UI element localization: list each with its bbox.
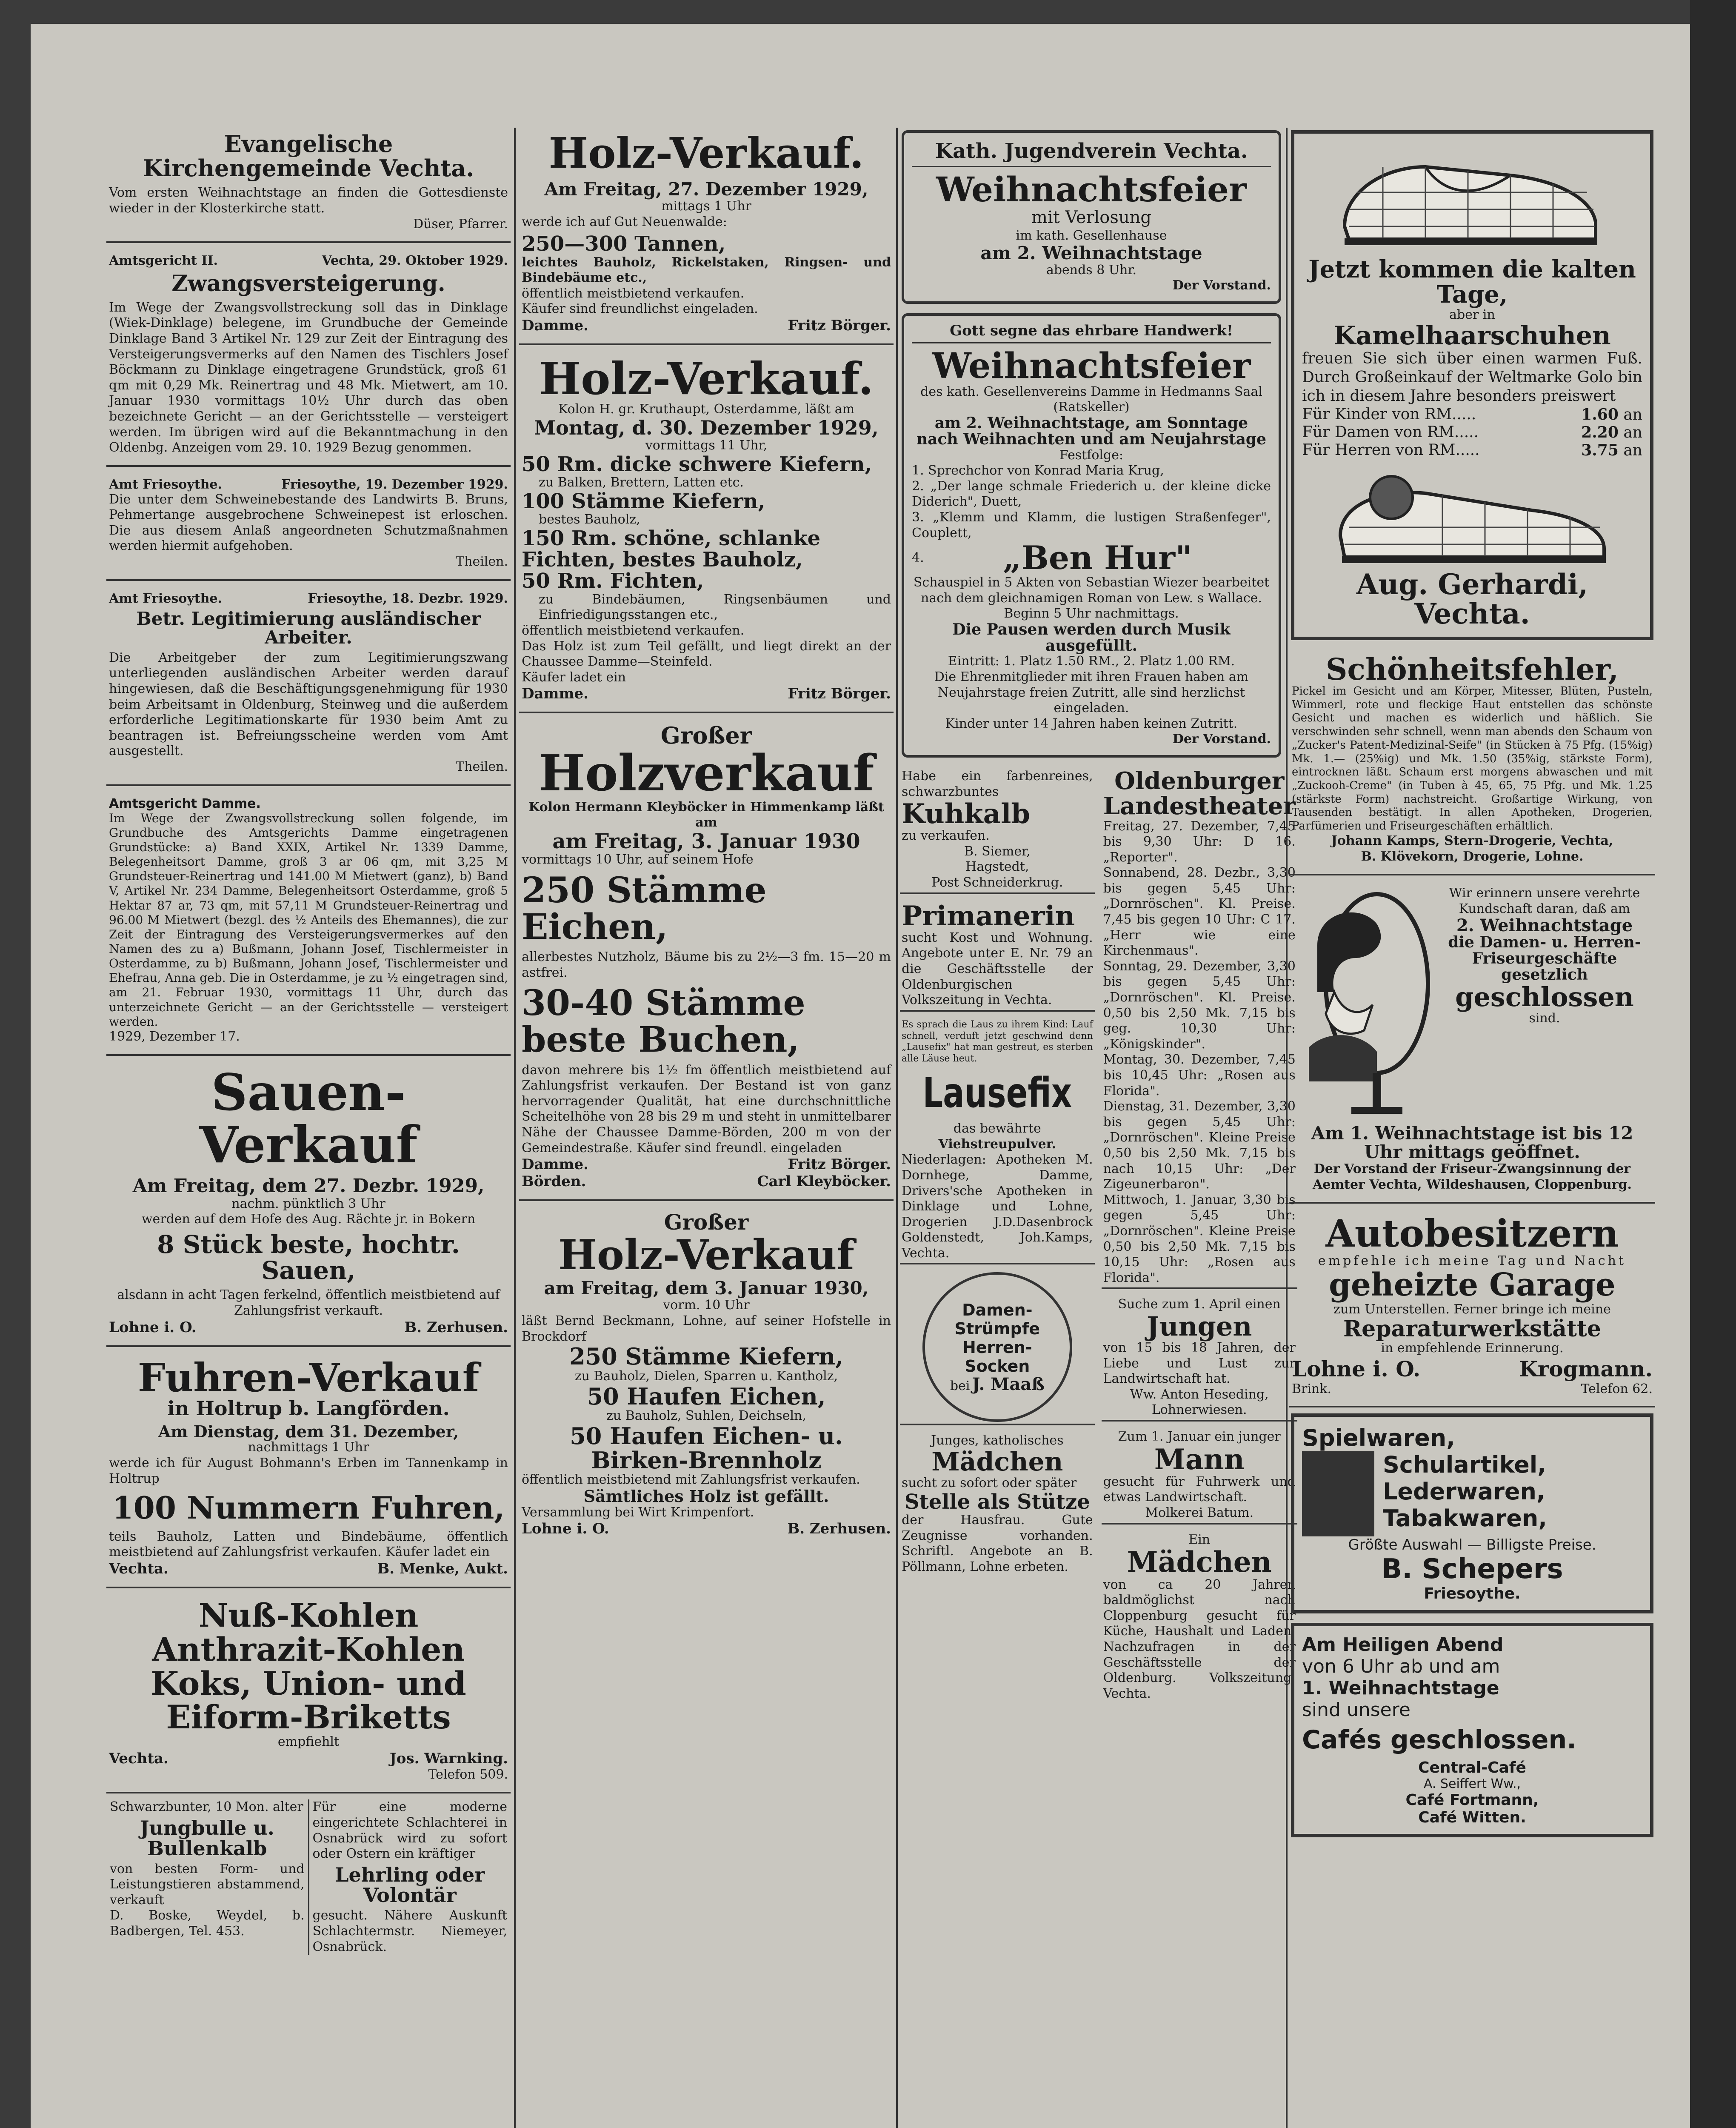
ad-sub: Größte Auswahl — Billigste Preise. [1348,1536,1596,1553]
column-1 [106,128,511,1955]
ad-name: Fritz Börger. [788,317,891,334]
ad-title: Holz-Verkauf [558,1230,854,1279]
ad-text: Kolon Hermann Kleyböcker in Himmenkamp läßt am [528,799,884,830]
ad-title: Mann [1154,1442,1245,1476]
ad-item-2: leichtes Bauholz, Rickelstaken, Ringsen- und Bindebäume etc., [522,255,891,286]
column-3 [900,128,1296,1709]
column-2 [519,128,894,1553]
small-ads-split [900,767,1296,1709]
notice-title: Betr. Legitimierung ausländischer Arbeiter. [136,608,481,648]
ad-name: Fritz Börger. [788,685,891,703]
ad-line: 1. Weihnachtstage [1302,1677,1499,1699]
ad-item: 250 Stämme Eichen, [522,870,767,948]
ad-phone: Telefon 62. [1581,1381,1653,1396]
ad-title: Jungen [1147,1310,1252,1342]
ad-pre: Ein [1188,1532,1211,1547]
ad-dealer: Johann Kamps, Stern-Drogerie, Vechta, [1331,833,1613,848]
notice-sign: Theilen. [456,759,508,774]
ad-sign: Der Vorstand. [1172,732,1271,747]
ad-text: sucht zu sofort oder später [902,1476,1077,1491]
ad-phone: Telefon 509. [428,1767,508,1782]
ad-head: Weihnachtsfeier [936,169,1247,210]
ad-text: von 15 bis 18 Jahren, der Liebe und Lust zur Landwirtschaft hat. [1103,1340,1296,1387]
ad-name: D. Boske, Weydel, b. Badbergen, Tel. 453. [110,1908,305,1939]
ad-date: am 2. Weihnachtstage [980,242,1202,263]
bulle-ad [106,1799,308,1955]
cafe-name: A. Seiffert Ww., [1423,1776,1521,1791]
ad-text-2: gesucht. Nähere Auskunft Schlachtermstr. Niemeyer, Osnabrück. [312,1908,507,1954]
kohlen-line: Anthrazit-Kohlen [152,1630,465,1668]
program-entry: Sonntag, 29. Dezember, 3,30 bis gegen 5,45 Uhr: „Dornröschen". Kl. Preise. 0,50 bis 2,50 Mk. 7,15 bis geg. 10,30 Uhr: „Königskinder". [1103,958,1296,1052]
ad-place-2: Börden. [522,1173,586,1190]
ad-line: Am Heiligen Abend [1302,1633,1504,1656]
ad-time: mittags 1 Uhr [661,198,751,214]
ad-text-3: Käufer sind freundlichst eingeladen. [522,301,758,317]
fuhren-ad [106,1353,511,1588]
ad-sign: Der Vorstand. [1172,278,1271,293]
maedchen-ad-1 [900,1431,1095,1576]
ad-place: Damme. [522,685,588,703]
ad-item-2: Reparaturwerkstätte [1343,1316,1602,1342]
ad-program-label: Festfolge: [1059,447,1124,463]
kohlen-line: Eiform-Briketts [166,1698,451,1736]
ad-title: geschlossen [1455,981,1634,1013]
ad-text-4: Versammlung bei Wirt Krimpenfort. [522,1504,754,1520]
ad-title: Lehrling oder Volontär [335,1863,485,1907]
ad-name-2: Carl Kleyböcker. [757,1173,891,1190]
price-value: 3.75 [1581,441,1619,459]
ad-pause: Die Pausen werden durch Musik ausgefüllt. [952,620,1231,655]
notice-sign: Theilen. [456,554,508,569]
ad-item: 50 Haufen Eichen, [587,1382,826,1410]
ad-sub: in Holtrup b. Langförden. [167,1397,450,1420]
ad-name: Ww. Anton Heseding, Lohnerwiesen. [1130,1387,1269,1418]
ad-name: B. Zerhusen. [787,1520,891,1538]
program-item: 3. „Klemm und Klamm, die lustigen Straßenfeger", Couplett, [912,510,1271,541]
ad-text-2: allerbestes Nutzholz, Bäume bis zu 2½—3 fm. 15—20 m astfrei. [522,950,891,980]
shoe-icon [1332,463,1613,566]
ad-title: Kamelhaarschuhen [1333,321,1611,351]
ad-text-3: Das Holz ist zum Teil gefällt, und liegt direkt an der Chaussee Damme—Steinfeld. [522,638,891,669]
program-item: 2. „Der lange schmale Friederich u. der kleine dicke Diderich", Duett, [912,478,1271,509]
ad-text-2: alsdann in acht Tagen ferkelnd, öffentlich meistbietend auf Zahlungsfrist verkauft. [117,1287,500,1319]
ad-pre: Großer [660,722,752,749]
ad-text: Pickel im Gesicht und am Körper, Mitesser, Blüten, Pusteln, Wimmerl, rote und fleckige Haut entstellen das schönste Gesicht und machen es widerlich und häßlich. Sie verschwinden sehr schnell, wenn man abends den Schaum von „Zucker's Patent-Medizinal-Seife" (in Stücken à 75 Pfg. (15%ig) Mk. 1.— (25%ig) und Mk. 1.50 (35%ig, stärkste Form), eintrocknen läßt. Schaum erst morgens abwaschen und mit „Zuckooh-Creme" (in Tuben à 45, 65, 75 Pfg. und Mk. 1.25 (stärkste Form) nachstreicht. Großartige Wirkung, von Tausenden bestätigt. In allen Apotheken, Drogerien, Parfümerien und Friseurgeschäften erhältlich. [1292,685,1653,833]
ad-title: Holz-Verkauf. [548,129,864,178]
ad-name: Aug. Gerhardi, Vechta. [1356,567,1588,631]
gesellenverein-ad [902,313,1281,758]
ad-item: 250 Stämme Kiefern, [569,1343,843,1370]
schoenheit-ad [1289,649,1655,876]
ad-item: 8 Stück beste, hochtr. Sauen, [157,1230,460,1285]
church-sign: Düser, Pfarrer. [413,216,508,232]
ad-date: Am Freitag, dem 27. Dezbr. 1929, [132,1175,485,1197]
kuhkalb-ad [900,767,1095,894]
ad-line: von 6 Uhr ab und am [1302,1655,1500,1677]
ad-price: Eintritt: 1. Platz 1.50 RM., 2. Platz 1.00 RM. [948,654,1235,669]
kohlen-line: Nuß-Kohlen [198,1596,419,1634]
ad-place: Vechta. [109,1750,168,1767]
ad-line: Damen- [962,1300,1033,1319]
ad-text: Kolon H. gr. Kruthaupt, Osterdamme, läßt am [558,402,855,417]
ad-text: werde ich auf Gut Neuenwalde: [522,214,727,229]
ad-line: Lederwaren, [1383,1478,1545,1505]
ad-text-2: öffentlich meistbietend verkaufen. [522,623,745,638]
column-rule [514,128,516,2128]
price-value: 1.60 [1581,405,1619,423]
ad-name: Krogmann. [1519,1356,1653,1381]
kohlen-line: Koks, Union- und [151,1664,466,1702]
ad-line: bei [950,1378,970,1393]
ad-text: zu verkaufen. [902,828,990,844]
ad-title: Mädchen [931,1447,1063,1477]
ad-text: Wir erinnern unsere verehrte Kundschaft daran, daß am [1449,886,1640,916]
friseur-ad [1289,881,1655,1204]
ad-text: läßt Bernd Beckmann, Lohne, auf seiner Hofstelle in Brockdorf [522,1313,891,1344]
price-label: Für Damen von RM..... [1302,423,1479,441]
ad-text: werde ich für August Bohmann's Erben im Tannenkamp in Holtrup [109,1456,508,1486]
ad-text-3: Sämtliches Holz ist gefällt. [583,1486,829,1506]
ad-name: B. Siemer, [964,844,1031,859]
ad-sign: Der Vorstand der Friseur-Zwangsinnung der Aemter Vechta, Wildeshausen, Cloppenburg. [1313,1161,1632,1192]
ad-item: 100 Nummern Fuhren, [112,1490,505,1526]
ad-line: sind unsere [1302,1699,1410,1721]
court-date: Vechta, 29. Oktober 1929. [322,253,508,269]
ad-pre: Junges, katholisches [931,1433,1064,1448]
ad-text: empfehle ich meine Tag und Nacht [1318,1253,1627,1268]
ad-name: Jos. Warnking. [389,1750,508,1767]
church-title: Evangelische Kirchengemeinde Vechta. [143,130,474,182]
ad-text-3: in empfehlende Erinnerung. [1381,1341,1564,1356]
slipper-icon [1332,141,1613,252]
ad-title: Cafés geschlossen. [1302,1725,1576,1755]
ad-text-3: Die Ehrenmitglieder mit ihren Frauen haben am Neujahrstage freien Zutritt, alle sind herzlichst eingeladen. [934,669,1249,716]
ad-text-2: Schauspiel in 5 Akten von Sebastian Wiezer bearbeitet nach dem gleichnamigen Roman von Lew. s Wallace. [913,575,1270,606]
ad-sub: das bewährte [953,1121,1041,1136]
price-suffix: an [1623,441,1642,459]
price-suffix: an [1623,406,1642,423]
ad-place: Damme. [522,1156,588,1173]
ad-place: Damme. [522,317,588,334]
ad-title: Mädchen [1127,1545,1272,1579]
ad-title: Kuhkalb [902,798,1031,830]
ad-dealer-2: B. Klövekorn, Drogerie, Lohne. [1361,849,1584,864]
ad-item: 250—300 Tannen, [522,232,726,256]
friesoythe-notice-1 [106,473,511,581]
ad-text: im kath. Gesellenhause [1016,228,1167,243]
ad-motto: Gott segne das ehrbare Handwerk! [912,323,1271,343]
ad-head-2: aber in [1449,307,1495,322]
jungen-ad [1102,1295,1297,1422]
ad-item: 50 Haufen Eichen- u. Birken-Brennholz [570,1422,843,1474]
ad-line: Spielwaren, [1302,1424,1455,1451]
price-suffix: an [1623,423,1642,441]
program-entry: Sonnabend, 28. Dezbr., 3,30 bis gegen 5,45 Uhr: „Dornröschen". Kl. Preise. 7,45 bis gegen 10 Uhr: C 17. „Herr wie eine Kirchenmaus". [1103,865,1296,958]
ad-text-2: zum Unterstellen. Ferner bringe ich meine [1333,1302,1611,1317]
ad-item: Stelle als Stütze [904,1490,1090,1514]
notice-text: Die Arbeitgeber der zum Legitimierungszwang unterliegenden ausländischen Arbeiter werden darauf hingewiesen, daß die Beschäftigungsgenehmigung für 1930 beim Arbeitsamt in Oldenburg, Steinweg und die außerdem erforderliche Legitimationskarte für 1930 beim Amt zu beantragen ist. Befreiungsscheine werden vom Amt ausgestellt. [109,650,508,759]
small-ads-row [106,1799,511,1955]
ad-item-2: 30-40 Stämme beste Buchen, [522,983,805,1061]
notice-date: 1929, Dezember 17. [109,1029,240,1044]
page-spine-shadow [1690,0,1736,2128]
column-rule [896,128,898,2128]
price-value: 2.20 [1581,423,1619,441]
left-small-ads [900,767,1098,1709]
ad-title: Holz-Verkauf. [539,352,874,405]
ad-date: am Freitag, dem 3. Januar 1930, [544,1278,869,1299]
theater-ad [1102,767,1297,1289]
ad-item-detail: zu Balken, Brettern, Latten etc. [539,475,744,490]
holz-ad-2 [519,351,894,713]
ad-text: von ca 20 Jahren baldmöglichst nach Cloppenburg gesucht für Küche, Haushalt und Laden. Nachzufragen in der Geschäftsstelle der Oldenburg. Volkszeitung, Vechta. [1103,1577,1296,1701]
ad-line: Herren- [962,1338,1032,1357]
ad-text-4: Kinder unter 14 Jahren haben keinen Zutritt. [945,716,1238,731]
lehrling-ad [309,1799,511,1955]
ad-title: Primanerin [902,900,1075,932]
ad-place: Vechta. [109,1560,168,1577]
ad-item-detail: zu Bauholz, Suhlen, Deichseln, [606,1408,806,1424]
gerhardi-ad [1291,130,1653,640]
program-entry: Dienstag, 31. Dezember, 3,30 bis gegen 5,45 Uhr: „Dornröschen". Kleine Preise 0,50 bis 2,50 Mk. 7,15 bis nach 10,15 Uhr: „Der Zigeunerbaron". [1103,1099,1296,1192]
ad-date: am Freitag, 3. Januar 1930 [552,829,860,853]
notice-text: Im Wege der Zwangsvollstreckung soll das in Dinklage (Wiek-Dinklage) belegene, im Grundbuche der Gemeinde Dinklage Band 3 Artikel Nr. 129 zur Zeit der Eintragung des Versteigerungsvermerks auf den Namen des Tischlers Josef Böckmann zu Dinklage eingetragene Grundstück, groß 61 qm mit 0,29 Mk. Reinertrag und 48 Mk. Mietwert, am 10. Januar 1930 vormittags 10½ Uhr durch das oben bezeichnete Gericht — an der Gerichtsstelle — versteigert werden. Im übrigen wird auf die Bekanntmachung in den Oldenbg. Anzeigen vom 29. 10. 1929 Bezug genommen. [109,300,508,455]
ad-street: Brink. [1292,1381,1332,1396]
garage-ad [1289,1210,1655,1407]
column-4 [1289,128,1655,1847]
ad-place: Lohne i. O. [109,1319,197,1336]
ad-pre: Habe ein farbenreines, schwarzbuntes [902,768,1093,799]
maedchen-ad-2 [1102,1530,1297,1704]
court-name: Amt Friesoythe. [109,591,222,606]
damme-notice [106,792,511,1056]
ad-date: Montag, d. 30. Dezember 1929, [534,416,879,439]
kohlen-ad [106,1594,511,1793]
ad-text: werden auf dem Hofe des Aug. Rächte jr. in Bokern [141,1212,476,1227]
ad-name: B. Menke, Aukt. [377,1560,508,1577]
notice-title: Zwangsversteigerung. [171,271,445,297]
ad-begin: Beginn 5 Uhr nachmittags. [1004,606,1179,621]
ad-text-3: gesetzlich [1501,965,1588,984]
ad-text-2: öffentlich meistbietend mit Zahlungsfrist verkaufen. [522,1472,860,1487]
court-name: Amtsgericht Damme. [109,796,261,811]
ad-place: Lohne i. O. [522,1520,609,1538]
ad-post: Post Schneiderkrug. [931,875,1063,890]
cafe-name: Central-Café [1418,1759,1526,1776]
ad-time: nachmittags 1 Uhr [248,1440,369,1455]
friesoythe-notice-2 [106,587,511,786]
ad-pre: Zum 1. Januar ein junger [1118,1429,1281,1444]
jugendverein-ad [902,130,1281,304]
ad-top: Es sprach die Laus zu ihrem Kind: Lauf schnell, verduft jetzt geschwind denn „Lausefix" hat man gestreut, es sterben alle Läuse heut. [902,1019,1093,1064]
primanerin-ad [900,900,1095,1012]
cafe-name: Café Witten. [1418,1808,1526,1826]
church-text: Vom ersten Weihnachtstage an finden die Gottesdienste wieder in der Klosterkirche statt. [109,185,508,216]
court-name: Amt Friesoythe. [109,477,222,492]
ad-name: J. Maaß [972,1374,1045,1394]
ad-text-3: davon mehrere bis 1½ fm öffentlich meistbietend auf Zahlungsfrist verkaufen. Der Bestand ist von ganz hervorragender Qualität, hat eine durchschnittliche Scheitelhöhe von 28 bis 29 m und steht in unmittelbarer Nähe der Chaussee Damme-Börden, 200 m von der Gemeindestraße. Käufer sind freundl. eingeladen [522,1062,891,1156]
ad-title: Kath. Jugendverein Vechta. [912,140,1271,167]
ad-text: des kath. Gesellenvereins Damme in Hedmanns Saal (Ratskeller) [920,384,1262,415]
cafe-name: Café Fortmann, [1405,1791,1539,1809]
ad-place: Lohne i. O. [1292,1356,1421,1381]
ad-date: am 2. Weihnachtstage, am Sonntage nach Weihnachten und am Neujahrstage [917,414,1266,448]
ad-time: nachm. pünktlich 3 Uhr [231,1196,385,1211]
ad-text: von besten Form- und Leistungstieren abstammend, verkauft [110,1861,305,1908]
amtsgericht-notice [106,249,511,467]
ad-date: Am Freitag, 27. Dezember 1929, [544,178,868,200]
ad-time: abends 8 Uhr. [1046,262,1137,277]
ad-name: Molkerei Batum. [1145,1505,1254,1521]
ad-title: Schönheitsfehler, [1325,651,1619,687]
ad-head: Weihnachtsfeier [932,345,1251,386]
ad-title: Sauen-Verkauf [199,1062,418,1175]
ad-time: vorm. 10 Uhr [663,1298,750,1313]
ad-text-2: öffentlich meistbietend verkaufen. [522,286,745,301]
right-small-ads [1098,767,1301,1709]
black-square-ornament [1302,1451,1374,1536]
ad-text: gesucht für Fuhrwerk und etwas Landwirtschaft. [1103,1474,1296,1505]
ad-item-detail: zu Bindebäumen, Ringsenbäumen und Einfriedigungsstangen etc., [539,592,891,623]
ad-item: geheizte Garage [1329,1267,1616,1304]
ad-sub: mit Verlosung [1031,208,1152,228]
ad-place: Hagstedt, [965,859,1029,875]
ad-time: vormittags 10 Uhr, auf seinem Hofe [522,852,754,867]
ad-text-2: der Hausfrau. Gute Zeugnisse vorhanden. Schriftl. Angebote an B. Pöllmann, Lohne erbeten. [902,1513,1093,1574]
lausefix-ad [900,1018,1095,1265]
ad-item: 100 Stämme Kiefern, [522,489,765,513]
holz-ad-4 [519,1207,894,1547]
holz-ad-1 [519,128,894,345]
ad-text: freuen Sie sich über einen warmen Fuß. Durch Großeinkauf der Weltmarke Golo bin ich in diesem Jahre besonders preiswert [1302,350,1642,405]
ad-title: Autobesitzern [1325,1211,1619,1256]
ad-text-4: Käufer ladet ein [522,669,626,685]
strumpf-circle [922,1272,1072,1422]
ad-item: 50 Rm. dicke schwere Kiefern, [522,452,872,476]
court-date: Friesoythe, 19. Dezember 1929. [281,477,508,492]
ad-date: Am Dienstag, dem 31. Dezember, [158,1422,459,1441]
notice-text: Im Wege der Zwangsvollstreckung sollen folgende, im Grundbuche des Amtsgerichts Damme eingetragenen Grundstücke: a) Band XXIX, Artikel Nr. 1339 Damme, Belegenheitsort Damme, groß 3 ar 06 qm, mit 3,25 M Grundsteuer-Reinertrag und 141.00 M Mietwert (ganz), b) Band V, Artikel Nr. 234 Damme, Belegenheitsort Osterdamme, groß 5 Hektar 87 ar, 73 qm, mit 57,11 M Grundsteuer-Reinertrag und 96.00 M Mietwert (bezgl. des ½ Anteils des Ehemannes), die zur Zeit der Eintragung des Versteigerungsvermerkes auf den Namen des zu a) Bußmann, Johann Josef, Tischlermeister in Osterdamme, zu b) Bußmann, Johann Josef, Tischlermeister und Ehefrau, Anna geb. Die in Osterdamme, je zu ½ eingetragen sind, am 21. Februar 1930, vormittags 11 Uhr, durch das unterzeichnete Gericht — an der Gerichtsstelle — versteigert werden. [109,811,508,1029]
ad-text: Niederlagen: Apotheken M. Dornhege, Damme, Drivers'sche Apotheken in Dinklage und Lohne, Drogerien J.D.Dasenbrock Goldenstedt, Joh.Kamps, Vechta. [902,1152,1093,1261]
ad-item-detail: zu Bauholz, Dielen, Sparren u. Kantholz, [574,1368,838,1384]
ad-date: 2. Weihnachtstage [1456,915,1633,936]
price-label: Für Herren von RM..... [1302,441,1480,459]
ad-pre: Großer [664,1210,749,1235]
program-entry: Freitag, 27. Dezember, 7,45 bis 9,30 Uhr: D 16. „Reporter". [1103,818,1296,865]
ad-time: vormittags 11 Uhr, [645,438,768,453]
ad-head: Schwarzbunter, 10 Mon. alter [110,1799,303,1815]
ad-text-2: teils Bauholz, Latten und Bindebäume, öffentlich meistbietend auf Zahlungsfrist verkaufen. Käufer ladet ein [109,1529,508,1560]
price-label: Für Kinder von RM..... [1302,405,1476,423]
ben-hur-title: „Ben Hur" [1002,539,1192,577]
ad-title: Holzverkauf [538,744,874,802]
ad-name: Fritz Börger. [788,1156,891,1173]
court-name: Amtsgericht II. [109,253,218,269]
ad-head: Jetzt kommen die kalten Tage, [1308,255,1636,309]
program-item: 1. Sprechchor von Konrad Maria Krug, [912,463,1164,478]
ad-text-2: die Damen- u. Herren-Friseurgeschäfte [1448,933,1641,968]
ad-text: Für eine moderne eingerichtete Schlachterei in Osnabrück wird zu sofort oder Ostern ein kräftiger [312,1799,507,1862]
ad-title: Fuhren-Verkauf [137,1354,480,1401]
ad-line: Socken [965,1356,1030,1376]
ad-item: 150 Rm. schöne, schlanke Fichten, bestes Bauholz, [522,526,821,572]
strumpf-ad [900,1270,1095,1425]
ad-item-detail: bestes Bauholz, [539,512,640,527]
cafes-ad [1291,1623,1653,1837]
program-entry: Mittwoch, 1. Januar, 3,30 bis gegen 5,45 Uhr: „Dornröschen". Kleine Preise 0,50 bis 2,50 Mk. 7,15 bis 10,15 Uhr: „Rosen aus Florida". [1103,1192,1296,1285]
ad-title: Jungbulle u. Bullenkalb [140,1816,274,1860]
program-item: 4. [912,550,924,565]
holz-ad-3 [519,719,894,1201]
ad-line: Tabakwaren, [1383,1504,1547,1532]
lausefix-brand: Lausefix [922,1069,1072,1117]
ad-line: Am 1. Weihnachtstage ist bis 12 Uhr mittags geöffnet. [1311,1123,1633,1163]
ad-sub: empfiehlt [277,1734,340,1750]
ad-place: Friesoythe. [1424,1585,1521,1602]
ad-product: Viehstreupulver. [938,1136,1056,1152]
schepers-ad [1291,1413,1653,1613]
church-notice [106,128,511,243]
ad-text: sucht Kost und Wohnung. Angebote unter E. Nr. 79 an die Geschäftsstelle der Oldenburgischen Volkszeitung in Vechta. [902,930,1093,1008]
ad-end: sind. [1529,1010,1560,1026]
ad-name: B. Schepers [1381,1553,1563,1585]
ad-pre: Suche zum 1. April einen [1118,1297,1281,1312]
notice-text: Die unter dem Schweinebestande des Landwirts B. Bruns, Pehmertange ausgebrochene Schweinepest ist erloschen. Die aus diesem Anlaß angeordneten Schutzmaßnahmen werden hiermit aufgehoben. [109,492,508,554]
court-date: Friesoythe, 18. Dezbr. 1929. [308,591,508,606]
mirror-lady-icon [1292,886,1436,1124]
ad-line: Schulartikel, [1383,1451,1546,1478]
ad-item: 50 Rm. Fichten, [522,569,704,593]
program-entry: Montag, 30. Dezember, 7,45 bis 10,45 Uhr: „Rosen aus Florida". [1103,1052,1296,1098]
ad-title: Oldenburger Landestheater [1103,767,1296,820]
mann-ad [1102,1427,1297,1524]
sauen-ad [106,1062,511,1347]
ad-name: B. Zerhusen. [404,1319,508,1336]
ad-line: Strümpfe [954,1319,1040,1338]
